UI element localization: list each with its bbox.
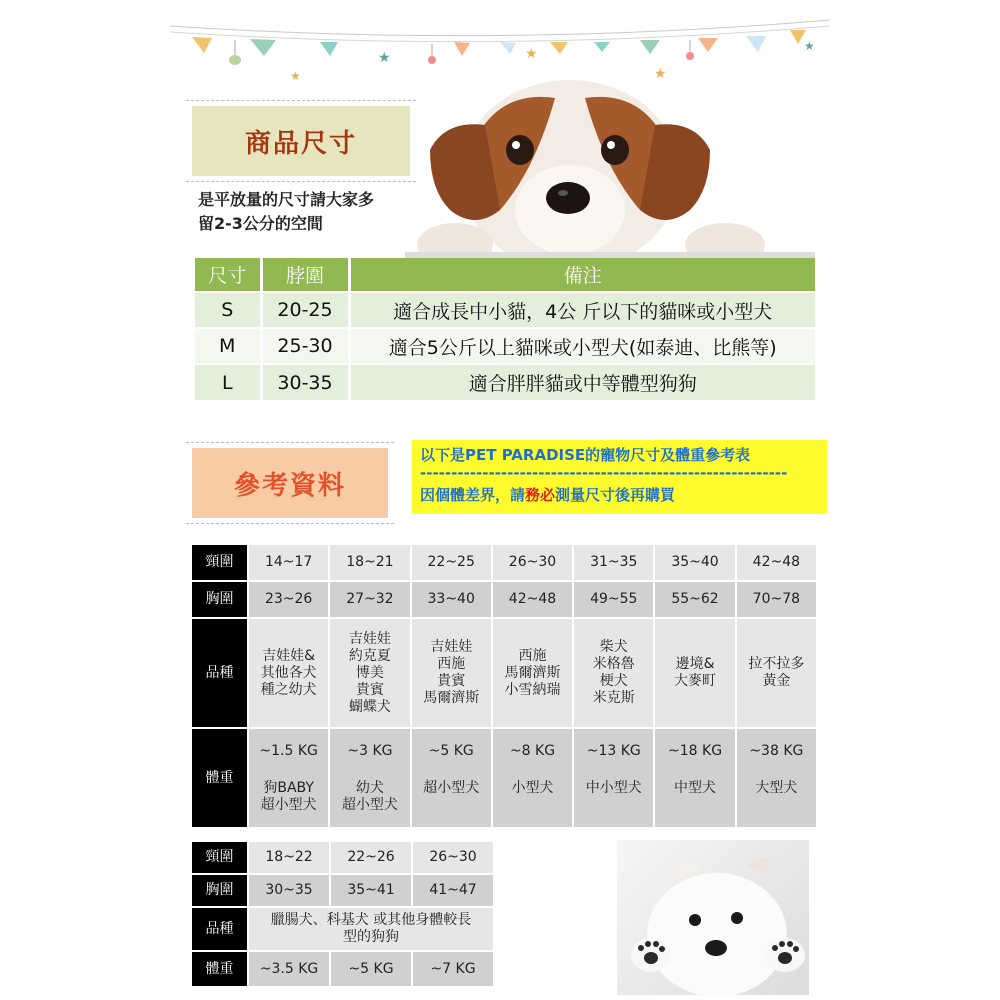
neck-cell: 31~35: [574, 545, 655, 582]
neck-cell: 35~40: [655, 545, 736, 582]
chest-cell: 33~40: [412, 582, 493, 619]
breed-line: 柴犬: [599, 639, 628, 655]
table-row: [195, 328, 815, 364]
note-cell: 適合5公斤以上貓咪或小型犬(如泰迪、比熊等): [349, 328, 815, 364]
neck-cell: 14~17: [249, 545, 330, 582]
weight-value: ~18 KG: [668, 742, 723, 759]
size-table-header: [195, 258, 815, 292]
weight-value: ~5 KG: [428, 742, 474, 759]
row-label-weight: 體重: [192, 729, 249, 829]
breed-line: 西施: [518, 647, 547, 664]
weight-cell: [737, 729, 818, 829]
size-note-line2: 留2-3公分的空間: [198, 214, 323, 233]
weight-class: 幼犬: [355, 779, 384, 796]
notice-line2-b: 測量尺寸後再購買: [555, 486, 676, 504]
table-row-chest: [192, 582, 818, 619]
breed-line: 型的狗狗: [343, 929, 399, 945]
breed-cell: [249, 908, 495, 952]
section-title-reference: 參考資料: [192, 448, 388, 518]
breed-line: 邊境&: [675, 656, 715, 672]
weight-value: ~1.5 KG: [259, 742, 318, 759]
table-row: [195, 292, 815, 328]
breed-line: 吉娃娃: [430, 639, 473, 655]
weight-cell: [493, 729, 574, 829]
notice-line2: [420, 484, 819, 506]
row-label-weight: 體重: [192, 952, 249, 988]
weight-cell: [249, 729, 330, 829]
neck-cell: 42~48: [737, 545, 818, 582]
neck-cell: 25-30: [261, 328, 349, 364]
row-label-chest: 胸圍: [192, 875, 249, 908]
svg-text:★: ★: [378, 50, 391, 66]
header-neck: 脖圍: [261, 258, 349, 292]
chest-cell: 41~47: [413, 875, 495, 908]
table-row-breed: [192, 908, 495, 952]
neck-cell: 22~25: [412, 545, 493, 582]
breed-line: 貴賓: [355, 681, 384, 698]
breed-cell: [574, 619, 655, 729]
size-note: [198, 188, 374, 236]
weight-class: 小型犬: [511, 779, 554, 796]
weight-class: 中型犬: [674, 779, 717, 796]
neck-cell: 20-25: [261, 292, 349, 328]
svg-text:★: ★: [290, 69, 301, 83]
weight-value: ~3 KG: [347, 742, 393, 759]
note-cell: 適合胖胖貓或中等體型狗狗: [349, 364, 815, 400]
table-row-breed: [192, 619, 818, 729]
breed-line: 黃金: [762, 673, 791, 689]
chest-cell: 30~35: [249, 875, 331, 908]
breed-line: 大麥町: [674, 673, 717, 689]
weight-class: 超小型犬: [423, 779, 480, 796]
table-row-neck: [192, 842, 495, 875]
weight-value: ~8 KG: [509, 742, 556, 759]
size-cell: M: [195, 328, 261, 364]
puppy-image: [405, 80, 815, 260]
breed-line: 梗犬: [599, 673, 628, 689]
weight-cell: ~5 KG: [331, 952, 413, 988]
breed-line: 小雪納瑞: [504, 681, 561, 698]
weight-cell: [330, 729, 411, 829]
breed-line: 吉娃娃&: [262, 647, 316, 664]
breed-cell: [249, 619, 330, 729]
size-cell: S: [195, 292, 261, 328]
breed-line: 拉不拉多: [748, 656, 805, 672]
breed-line: 約克夏: [348, 647, 391, 664]
size-note-line1: 是平放量的尺寸請大家多: [198, 190, 375, 209]
size-cell: L: [195, 364, 261, 400]
weight-cell: [412, 729, 493, 829]
size-table: [195, 258, 815, 400]
table-row-weight: [192, 729, 818, 829]
table-row-neck: [192, 545, 818, 582]
chest-cell: 35~41: [331, 875, 413, 908]
chest-cell: 42~48: [493, 582, 574, 619]
table-row: [195, 364, 815, 400]
chest-cell: 70~78: [737, 582, 818, 619]
notice-line1: 以下是PET PARADISE的寵物尺寸及體重參考表: [420, 446, 751, 464]
note-cell: 適合成長中小貓，4公 斤以下的貓咪或小型犬: [349, 292, 815, 328]
notice-line2-a: 因個體差界，請: [420, 486, 526, 504]
bunting-decoration: [170, 18, 830, 88]
white-puppy-image: [617, 840, 809, 995]
weight-class: 超小型犬: [341, 796, 398, 813]
breed-line: 米克斯: [592, 690, 635, 706]
section-title-size: 商品尺寸: [192, 106, 410, 176]
neck-cell: 30-35: [261, 364, 349, 400]
chest-cell: 23~26: [249, 582, 330, 619]
header-note: 備注: [349, 258, 815, 292]
weight-cell: ~3.5 KG: [249, 952, 331, 988]
breed-line: 貴賓: [437, 673, 466, 689]
chest-cell: 27~32: [330, 582, 411, 619]
breed-line: 蝴蝶犬: [348, 698, 391, 715]
weight-cell: ~7 KG: [413, 952, 495, 988]
breed-line: 米格魯: [592, 656, 635, 672]
breed-line: 馬爾濟斯: [504, 664, 561, 681]
breed-line: 馬爾濟斯: [423, 690, 480, 706]
neck-cell: 26~30: [413, 842, 495, 875]
svg-text:★: ★: [525, 46, 538, 62]
neck-cell: 26~30: [493, 545, 574, 582]
breed-cell: [493, 619, 574, 729]
neck-cell: 18~22: [249, 842, 331, 875]
svg-text:★: ★: [804, 39, 815, 53]
notice-line2-red: 務必: [525, 486, 556, 504]
reference-table: [192, 545, 818, 829]
row-label-breed: 品種: [192, 619, 249, 729]
neck-cell: 22~26: [331, 842, 413, 875]
header-size: 尺寸: [195, 258, 261, 292]
weight-value: ~38 KG: [749, 742, 804, 759]
breed-line: 其他各犬: [260, 664, 317, 681]
svg-text:★: ★: [654, 66, 667, 82]
breed-cell: [412, 619, 493, 729]
neck-cell: 18~21: [330, 545, 411, 582]
weight-class: 超小型犬: [260, 796, 317, 813]
chest-cell: 49~55: [574, 582, 655, 619]
weight-class: 大型犬: [755, 779, 798, 796]
table-row-chest: [192, 875, 495, 908]
row-label-neck: 頸圍: [192, 842, 249, 875]
breed-cell: [330, 619, 411, 729]
row-label-neck: 頸圍: [192, 545, 249, 582]
breed-line: 種之幼犬: [260, 681, 317, 698]
breed-line: 臘腸犬、科基犬 或其他身體較長: [270, 912, 472, 928]
weight-cell: [655, 729, 736, 829]
breed-cell: [655, 619, 736, 729]
breed-line: 博美: [355, 664, 384, 681]
notice-box: [412, 440, 827, 514]
breed-line: 吉娃娃: [348, 630, 391, 647]
breed-line: 西施: [437, 656, 466, 672]
breed-cell: [737, 619, 818, 729]
weight-value: ~13 KG: [586, 742, 641, 759]
chest-cell: 55~62: [655, 582, 736, 619]
weight-cell: [574, 729, 655, 829]
row-label-breed: 品種: [192, 908, 249, 952]
notice-divider: -----------------------------------------------------------: [420, 466, 788, 482]
weight-class: 狗BABY: [263, 779, 314, 796]
weight-class: 中小型犬: [585, 779, 642, 796]
table-row-weight: [192, 952, 495, 988]
row-label-chest: 胸圍: [192, 582, 249, 619]
reference-table-long-body: [192, 842, 495, 988]
